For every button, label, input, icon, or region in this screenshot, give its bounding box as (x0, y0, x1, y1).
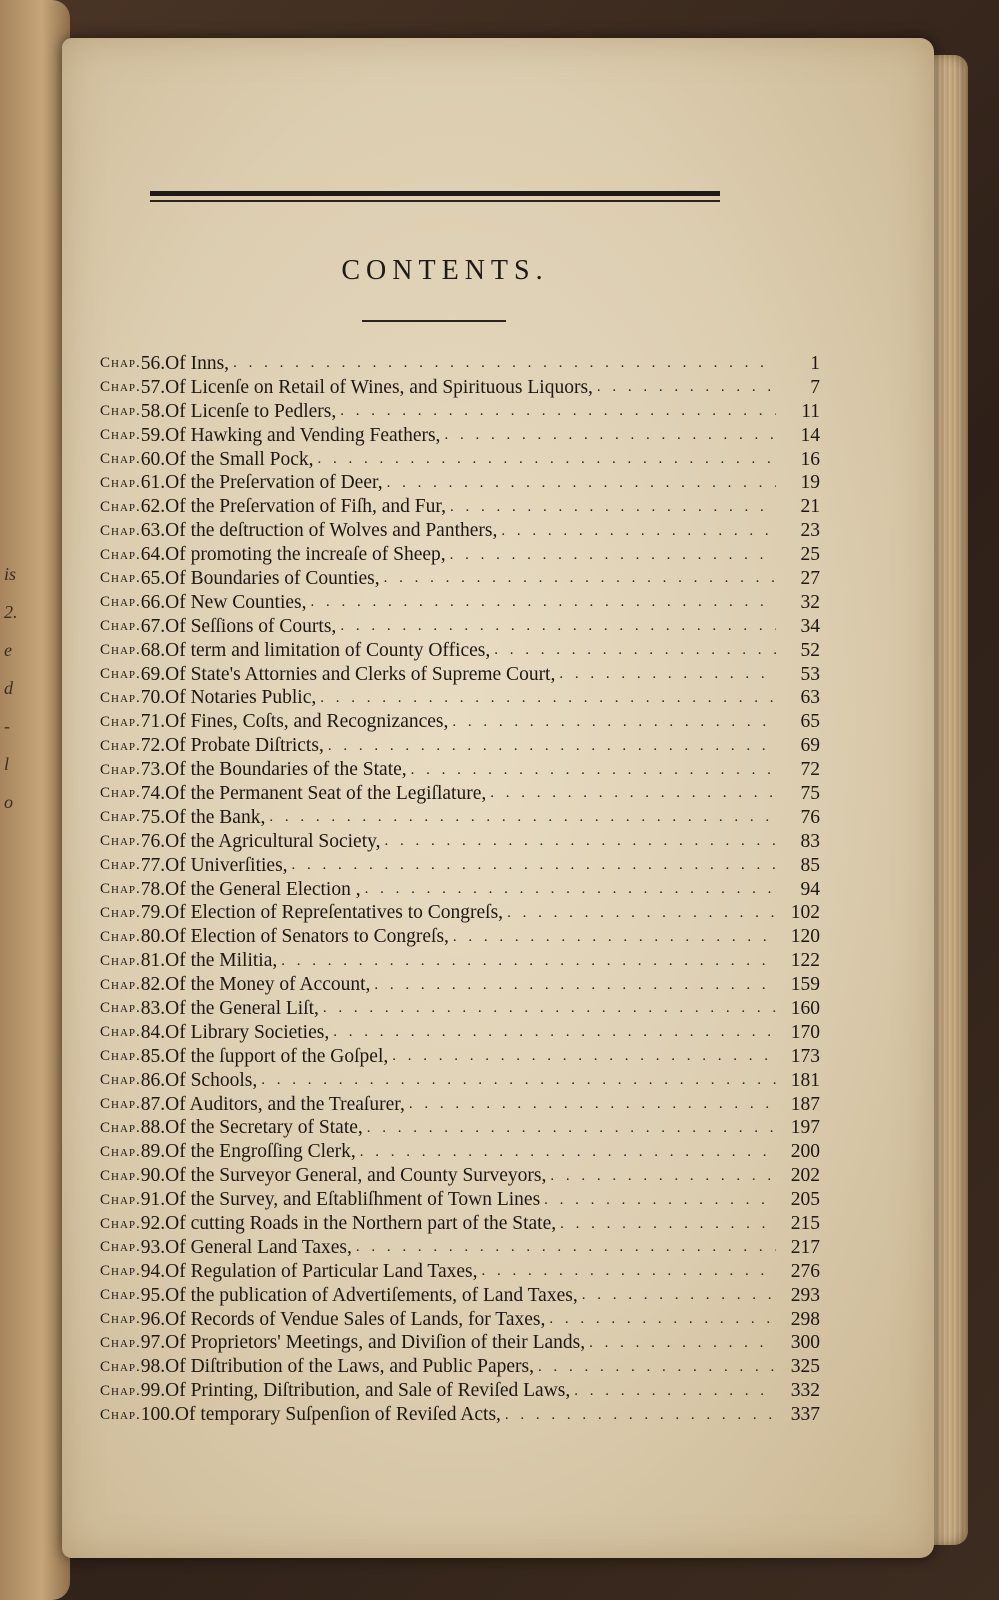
dot-leader (269, 809, 776, 826)
chapter-number: 94. (140, 1260, 166, 1282)
chapter-page-number: 217 (790, 1236, 820, 1258)
chapter-label: Chap. (100, 1167, 141, 1184)
chapter-number: 72. (140, 735, 166, 757)
dot-leader (318, 451, 776, 468)
chapter-number: 89. (140, 1141, 166, 1163)
chapter-page-number: 120 (790, 926, 820, 948)
dot-leader (482, 1263, 777, 1280)
chapter-label: Chap. (100, 881, 141, 898)
chapter-page-number: 7 (810, 376, 820, 398)
chapter-page-number: 298 (790, 1308, 820, 1330)
dot-leader (384, 570, 776, 587)
toc-row (100, 495, 820, 519)
chapter-title: Of Licenſe on Retail of Wines, and Spirituous Liquors, (165, 376, 593, 398)
chapter-title: Of the ſupport of the Goſpel, (165, 1045, 389, 1067)
chapter-label: Chap. (100, 1311, 141, 1328)
dot-leader (320, 690, 776, 707)
chapter-number: 78. (140, 878, 166, 900)
chapter-title: Of the Secretary of State, (165, 1117, 363, 1139)
chapter-title: Of Fines, Coſts, and Recognizances, (165, 711, 449, 733)
dot-leader (538, 1359, 776, 1376)
chapter-number: 79. (140, 902, 166, 924)
chapter-number: 62. (140, 496, 166, 518)
toc-row (100, 1236, 820, 1260)
dot-leader (501, 523, 776, 540)
chapter-title: Of Election of Repreſentatives to Congreſs, (165, 902, 504, 924)
chapter-number: 66. (140, 591, 166, 613)
chapter-page-number: 122 (790, 950, 820, 972)
chapter-title: Of General Land Taxes, (165, 1236, 352, 1258)
chapter-label: Chap. (100, 474, 141, 491)
chapter-label: Chap. (100, 379, 141, 396)
chapter-title: Of Licenſe to Pedlers, (165, 400, 337, 422)
chapter-number: 82. (140, 974, 166, 996)
chapter-label: Chap. (100, 928, 141, 945)
dot-leader (490, 785, 776, 802)
chapter-page-number: 14 (800, 424, 820, 446)
chapter-label: Chap. (100, 904, 141, 921)
toc-row (100, 1332, 820, 1356)
toc-row (100, 1212, 820, 1236)
chapter-label: Chap. (100, 427, 141, 444)
dot-leader (494, 642, 776, 659)
chapter-title: Of the Bank, (165, 806, 266, 828)
chapter-page-number: 187 (790, 1093, 820, 1115)
dot-leader (233, 355, 776, 372)
dot-leader (374, 977, 776, 994)
chapter-label: Chap. (100, 809, 141, 826)
dot-leader (311, 594, 777, 611)
dot-leader (333, 1024, 776, 1041)
chapter-number: 57. (140, 376, 166, 398)
dot-leader (340, 618, 776, 635)
left-mark: 2. (4, 602, 18, 622)
dot-leader (450, 499, 776, 516)
left-page-marks (4, 555, 24, 821)
chapter-label: Chap. (100, 713, 141, 730)
chapter-title: Of the Boundaries of the State, (165, 759, 407, 781)
chapter-number: 95. (140, 1284, 166, 1306)
chapter-title: Of Diſtribution of the Laws, and Public Papers, (165, 1356, 534, 1378)
chapter-number: 63. (140, 520, 166, 542)
chapter-number: 86. (140, 1069, 166, 1091)
toc-row (100, 758, 820, 782)
chapter-number: 68. (140, 639, 166, 661)
toc-row (100, 376, 820, 400)
chapter-label: Chap. (100, 1287, 141, 1304)
dot-leader (452, 714, 776, 731)
chapter-title: Of the Permanent Seat of the Legiſlature, (165, 782, 487, 804)
chapter-page-number: 75 (800, 782, 820, 804)
title-underline (362, 320, 506, 322)
chapter-page-number: 76 (800, 806, 820, 828)
chapter-page-number: 293 (790, 1284, 820, 1306)
chapter-title: Of Univerſities, (165, 854, 288, 876)
toc-row (100, 806, 820, 830)
dot-leader (550, 1168, 776, 1185)
chapter-label: Chap. (100, 737, 141, 754)
dot-leader (559, 666, 776, 683)
dot-leader (560, 1216, 776, 1233)
chapter-page-number: 72 (800, 759, 820, 781)
toc-row (100, 878, 820, 902)
toc-row (100, 1093, 820, 1117)
chapter-label: Chap. (100, 1072, 141, 1089)
toc-row (100, 591, 820, 615)
left-mark: o (4, 792, 13, 812)
chapter-label: Chap. (100, 1239, 141, 1256)
toc-row (100, 448, 820, 472)
chapter-label: Chap. (100, 546, 141, 563)
toc-row (100, 543, 820, 567)
chapter-title: Of Proprietors' Meetings, and Diviſion of their Lands, (165, 1332, 586, 1354)
dot-leader (574, 1383, 776, 1400)
dot-leader (450, 547, 776, 564)
chapter-number: 83. (140, 997, 166, 1019)
chapter-page-number: 181 (790, 1069, 820, 1091)
chapter-number: 87. (140, 1093, 166, 1115)
chapter-page-number: 21 (800, 496, 820, 518)
chapter-page-number: 197 (790, 1117, 820, 1139)
toc-row (100, 663, 820, 687)
chapter-number: 100. (140, 1404, 175, 1426)
chapter-number: 77. (140, 854, 166, 876)
toc-row (100, 519, 820, 543)
toc-row (100, 471, 820, 495)
toc-row (100, 782, 820, 806)
toc-row (100, 1355, 820, 1379)
toc-row (100, 734, 820, 758)
chapter-number: 75. (140, 806, 166, 828)
toc-row (100, 639, 820, 663)
dot-leader (589, 1335, 776, 1352)
dot-leader (365, 881, 776, 898)
dot-leader (453, 929, 776, 946)
chapter-number: 58. (140, 400, 166, 422)
chapter-label: Chap. (100, 1096, 141, 1113)
chapter-title: Of New Counties, (165, 591, 307, 613)
chapter-label: Chap. (100, 618, 141, 635)
chapter-label: Chap. (100, 689, 141, 706)
dot-leader (261, 1072, 776, 1089)
chapter-page-number: 19 (800, 472, 820, 494)
chapter-label: Chap. (100, 1334, 141, 1351)
toc-row (100, 925, 820, 949)
chapter-page-number: 205 (790, 1189, 820, 1211)
left-mark: l (4, 754, 10, 774)
toc-row (100, 830, 820, 854)
chapter-number: 64. (140, 544, 166, 566)
chapter-page-number: 65 (800, 711, 820, 733)
toc-row (100, 1140, 820, 1164)
dot-leader (340, 403, 776, 420)
chapter-title: Of Hawking and Vending Feathers, (165, 424, 441, 446)
header-double-rule (150, 191, 720, 205)
left-mark: - (4, 716, 10, 736)
chapter-page-number: 202 (790, 1165, 820, 1187)
chapter-label: Chap. (100, 355, 141, 372)
chapter-label: Chap. (100, 833, 141, 850)
dot-leader (323, 1000, 776, 1017)
chapter-label: Chap. (100, 1406, 141, 1423)
chapter-label: Chap. (100, 522, 141, 539)
chapter-label: Chap. (100, 785, 141, 802)
chapter-title: Of the Preſervation of Fiſh, and Fur, (165, 496, 446, 518)
toc-row (100, 1117, 820, 1141)
toc-row (100, 901, 820, 925)
chapter-number: 85. (140, 1045, 166, 1067)
chapter-label: Chap. (100, 1143, 141, 1160)
toc-row (100, 997, 820, 1021)
chapter-page-number: 25 (800, 544, 820, 566)
page-title: CONTENTS. (341, 255, 549, 286)
toc-row (100, 400, 820, 424)
toc-row (100, 424, 820, 448)
dot-leader (597, 379, 776, 396)
dot-leader (328, 738, 776, 755)
toc-row (100, 973, 820, 997)
chapter-title: Of Auditors, and the Treaſurer, (165, 1093, 405, 1115)
chapter-label: Chap. (100, 976, 141, 993)
toc-row (100, 352, 820, 376)
chapter-number: 97. (140, 1332, 166, 1354)
chapter-label: Chap. (100, 1263, 141, 1280)
chapter-page-number: 200 (790, 1141, 820, 1163)
chapter-page-number: 27 (800, 567, 820, 589)
chapter-number: 56. (140, 352, 166, 374)
chapter-number: 88. (140, 1117, 166, 1139)
chapter-label: Chap. (100, 666, 141, 683)
toc-row (100, 949, 820, 973)
chapter-number: 71. (140, 711, 166, 733)
chapter-title: Of Regulation of Particular Land Taxes, (165, 1260, 478, 1282)
header-rule-thin (150, 200, 720, 202)
chapter-label: Chap. (100, 642, 141, 659)
chapter-title: Of Inns, (165, 352, 230, 374)
chapter-title: Of Schools, (165, 1069, 258, 1091)
dot-leader (582, 1287, 776, 1304)
chapter-title: Of Boundaries of Counties, (165, 567, 380, 589)
table-of-contents (100, 352, 820, 1427)
chapter-page-number: 160 (790, 997, 820, 1019)
chapter-label: Chap. (100, 570, 141, 587)
chapter-number: 74. (140, 782, 166, 804)
toc-row (100, 615, 820, 639)
left-mark: e (4, 640, 12, 660)
chapter-title: Of State's Attornies and Clerks of Supreme Court, (165, 663, 556, 685)
chapter-page-number: 276 (790, 1260, 820, 1282)
chapter-title: Of the Small Pock, (165, 448, 314, 470)
chapter-page-number: 159 (790, 974, 820, 996)
toc-row (100, 854, 820, 878)
chapter-number: 99. (140, 1380, 166, 1402)
dot-leader (409, 1096, 776, 1113)
dot-leader (281, 953, 776, 970)
dot-leader (387, 475, 776, 492)
dot-leader (544, 1192, 776, 1209)
chapter-title: Of the Engroſſing Clerk, (165, 1141, 356, 1163)
chapter-page-number: 325 (790, 1356, 820, 1378)
chapter-title: Of term and limitation of County Offices, (165, 639, 491, 661)
chapter-title: Of Seſſions of Courts, (165, 615, 337, 637)
toc-row (100, 1021, 820, 1045)
chapter-number: 61. (140, 472, 166, 494)
dot-leader (505, 1407, 776, 1424)
toc-row (100, 1379, 820, 1403)
chapter-page-number: 215 (790, 1213, 820, 1234)
chapter-label: Chap. (100, 1000, 141, 1017)
left-mark: d (4, 678, 13, 698)
chapter-number: 59. (140, 424, 166, 446)
toc-row (100, 1069, 820, 1093)
chapter-number: 93. (140, 1236, 166, 1258)
chapter-page-number: 337 (790, 1404, 820, 1426)
chapter-number: 76. (140, 830, 166, 852)
chapter-title: Of the Militia, (165, 950, 278, 972)
toc-row (100, 710, 820, 734)
chapter-title: Of Notaries Public, (165, 687, 317, 709)
chapter-title: Of the deſtruction of Wolves and Panthers, (165, 520, 498, 542)
chapter-title: Of the Agricultural Society, (165, 830, 381, 852)
chapter-page-number: 16 (800, 448, 820, 470)
chapter-label: Chap. (100, 1382, 141, 1399)
chapter-label: Chap. (100, 594, 141, 611)
chapter-page-number: 300 (790, 1332, 820, 1354)
chapter-title: Of cutting Roads in the Northern part of the State, (165, 1213, 557, 1234)
toc-row (100, 1164, 820, 1188)
chapter-number: 90. (140, 1165, 166, 1187)
chapter-page-number: 53 (800, 663, 820, 685)
chapter-number: 67. (140, 615, 166, 637)
chapter-title: Of the General Liſt, (165, 997, 319, 1019)
chapter-title: Of temporary Suſpenſion of Reviſed Acts, (174, 1404, 501, 1426)
chapter-title: Of Election of Senators to Congreſs, (165, 926, 449, 948)
chapter-label: Chap. (100, 1024, 141, 1041)
chapter-title: Of the Surveyor General, and County Surveyors, (165, 1165, 547, 1187)
chapter-page-number: 332 (790, 1380, 820, 1402)
chapter-label: Chap. (100, 1215, 141, 1232)
chapter-page-number: 1 (810, 352, 820, 374)
toc-row (100, 567, 820, 591)
dot-leader (507, 905, 776, 922)
chapter-page-number: 52 (800, 639, 820, 661)
dot-leader (292, 857, 776, 874)
chapter-title: Of the Preſervation of Deer, (165, 472, 383, 494)
chapter-title: Of Records of Vendue Sales of Lands, for Taxes, (165, 1308, 546, 1330)
chapter-page-number: 173 (790, 1045, 820, 1067)
chapter-number: 91. (140, 1189, 166, 1211)
chapter-title: Of promoting the increaſe of Sheep, (165, 544, 446, 566)
chapter-number: 70. (140, 687, 166, 709)
dot-leader (444, 427, 776, 444)
chapter-label: Chap. (100, 761, 141, 778)
chapter-label: Chap. (100, 451, 141, 467)
chapter-label: Chap. (100, 403, 141, 420)
toc-row (100, 1308, 820, 1332)
header-rule-thick (150, 191, 720, 196)
chapter-label: Chap. (100, 1119, 141, 1136)
chapter-label: Chap. (100, 952, 141, 969)
chapter-page-number: 69 (800, 735, 820, 757)
chapter-title: Of Library Societies, (165, 1021, 330, 1043)
chapter-number: 81. (140, 950, 166, 972)
toc-row (100, 1188, 820, 1212)
chapter-label: Chap. (100, 498, 141, 515)
chapter-number: 73. (140, 759, 166, 781)
chapter-title: Of the Money of Account, (165, 974, 371, 996)
toc-row (100, 686, 820, 710)
chapter-number: 84. (140, 1021, 166, 1043)
chapter-number: 69. (140, 663, 166, 685)
chapter-title: Of the General Election , (165, 878, 361, 900)
chapter-page-number: 170 (790, 1021, 820, 1043)
chapter-page-number: 63 (800, 687, 820, 709)
chapter-number: 60. (140, 448, 166, 470)
chapter-number: 65. (140, 567, 166, 589)
left-mark: is (4, 564, 17, 584)
chapter-number: 98. (140, 1356, 166, 1378)
toc-row (100, 1260, 820, 1284)
toc-row (100, 1284, 820, 1308)
chapter-page-number: 11 (801, 400, 820, 422)
chapter-title: Of Probate Diſtricts, (165, 735, 324, 757)
chapter-number: 96. (140, 1308, 166, 1330)
chapter-page-number: 23 (800, 520, 820, 542)
dot-leader (367, 1120, 776, 1137)
dot-leader (360, 1144, 776, 1161)
dot-leader (392, 1048, 776, 1065)
toc-row (100, 1403, 820, 1427)
chapter-page-number: 85 (800, 854, 820, 876)
dot-leader (549, 1311, 776, 1328)
chapter-page-number: 94 (800, 878, 820, 900)
chapter-label: Chap. (100, 1358, 141, 1375)
chapter-label: Chap. (100, 1048, 141, 1065)
chapter-number: 92. (140, 1213, 166, 1234)
chapter-title: Of the publication of Advertiſements, of Land Taxes, (165, 1284, 578, 1306)
dot-leader (356, 1239, 776, 1256)
dot-leader (411, 762, 776, 779)
chapter-label: Chap. (100, 1191, 141, 1208)
chapter-page-number: 83 (800, 830, 820, 852)
dot-leader (385, 833, 777, 850)
chapter-title: Of Printing, Diſtribution, and Sale of Reviſed Laws, (165, 1380, 571, 1402)
chapter-page-number: 34 (800, 615, 820, 637)
toc-row (100, 1045, 820, 1069)
left-page-edge (0, 0, 70, 1600)
chapter-label: Chap. (100, 857, 141, 874)
chapter-number: 80. (140, 926, 166, 948)
chapter-page-number: 32 (800, 591, 820, 613)
chapter-page-number: 102 (790, 902, 820, 924)
chapter-title: Of the Survey, and Eſtabliſhment of Town Lines (165, 1189, 541, 1211)
